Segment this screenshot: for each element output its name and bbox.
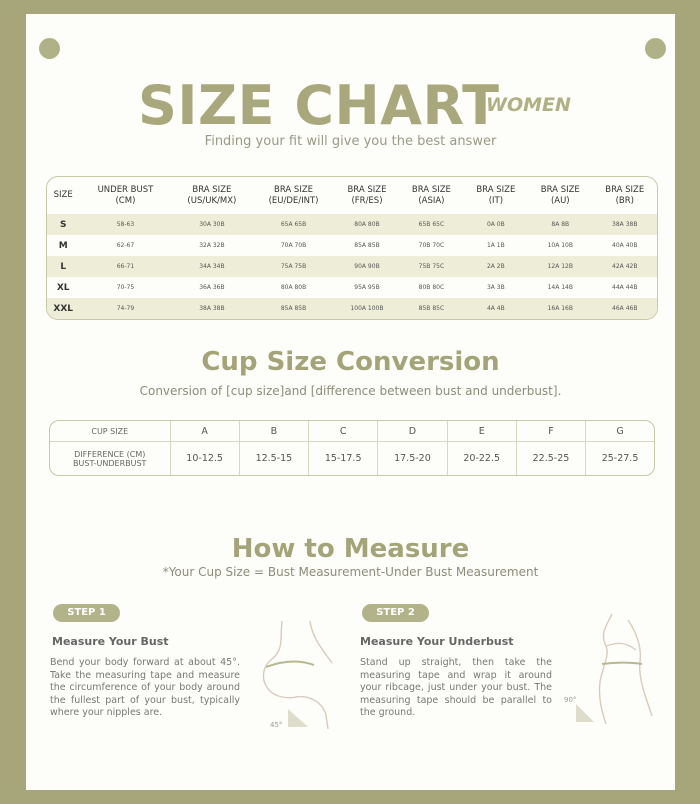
size-value-cell: 3A 3B [486, 284, 505, 291]
cup-value-cell: E [447, 421, 516, 442]
size-table [46, 176, 658, 320]
cup-value-cell: G [586, 421, 654, 442]
size-table-header-cell: BRA SIZE (IT) [476, 184, 516, 206]
size-table-header-cell: SIZE [53, 190, 73, 200]
size-value-cell: 0A 0B [464, 214, 528, 235]
cup-row-label: CUP SIZE [50, 421, 170, 442]
size-value-cell: 80A 80B [335, 214, 399, 235]
size-value-cell: 80A 80B [280, 284, 307, 291]
cup-value-cell: D [378, 421, 447, 442]
step1-text: Bend your body forward at about 45°. Take the measuring tape and measure the circumference of your body around the fullest part of your bust, typically where your nipples are. [50, 657, 240, 718]
size-table-header-cell: BRA SIZE (BR) [605, 184, 645, 206]
size-table-row [47, 298, 657, 319]
size-value-cell: 80B 80C [418, 284, 445, 291]
pin-dot-right [645, 38, 666, 59]
size-table-header-cell: BRA SIZE (EU/DE/INT) [268, 184, 319, 206]
step2-heading: Measure Your Underbust [360, 635, 514, 648]
size-value-cell: 46A 46B [593, 298, 657, 319]
size-chart-card [26, 14, 675, 790]
cup-size-row [50, 421, 654, 442]
cup-value-cell: A [170, 421, 239, 442]
size-label-cell: XXL [47, 298, 79, 319]
size-value-cell: 2A 2B [464, 256, 528, 277]
size-table-row [47, 214, 657, 235]
size-label-cell: L [47, 256, 79, 277]
size-value-cell: 70-75 [116, 284, 135, 291]
size-value-cell: 8A 8B [528, 214, 592, 235]
cup-section-subtitle: Conversion of [cup size]and [difference between bust and underbust]. [139, 384, 562, 398]
cup-table [49, 420, 655, 476]
size-value-cell: 38A 38B [171, 298, 252, 319]
size-value-cell: 85A 85B [252, 298, 334, 319]
size-label-cell: M [58, 240, 68, 251]
size-value-cell: 10A 10B [547, 242, 573, 249]
size-value-cell: 14A 14B [547, 284, 573, 291]
size-table-row [47, 277, 657, 298]
pin-dot-left [39, 38, 60, 59]
step2-angle-label: 90° [564, 696, 577, 704]
size-value-cell: 36A 36B [199, 284, 225, 291]
cup-section-title: Cup Size Conversion [201, 347, 500, 377]
difference-row [50, 442, 654, 475]
size-table-header-cell: BRA SIZE (AU) [540, 184, 580, 206]
size-value-cell: 12A 12B [528, 256, 592, 277]
size-value-cell: 38A 38B [593, 214, 657, 235]
cup-value-cell: F [516, 421, 585, 442]
size-value-cell: 32A 32B [199, 242, 225, 249]
step1-angle-label: 45° [270, 721, 283, 729]
page-title: SIZE CHART [138, 74, 500, 137]
size-value-cell: 65A 65B [252, 214, 334, 235]
size-value-cell: 70A 70B [280, 242, 307, 249]
size-value-cell: 90A 90B [335, 256, 399, 277]
size-table-header-cell: BRA SIZE (ASIA) [411, 184, 451, 206]
cup-value-cell: 17.5-20 [378, 442, 447, 475]
page-subtitle: Finding your fit will give you the best answer [204, 134, 497, 149]
cup-value-cell: 10-12.5 [170, 442, 239, 475]
gender-badge: WOMEN [486, 94, 571, 116]
size-value-cell: 66-71 [79, 256, 171, 277]
size-value-cell: 62-67 [116, 242, 135, 249]
size-value-cell: 58-63 [79, 214, 171, 235]
cup-value-cell: 15-17.5 [309, 442, 378, 475]
size-table-row [47, 256, 657, 277]
cup-value-cell: 12.5-15 [239, 442, 308, 475]
size-table-header-cell: UNDER BUST (CM) [97, 184, 154, 206]
size-value-cell: 85A 85B [354, 242, 380, 249]
step1-heading: Measure Your Bust [52, 635, 169, 648]
cup-value-cell: 25-27.5 [586, 442, 654, 475]
cup-value-cell: B [239, 421, 308, 442]
step1-pill: STEP 1 [53, 604, 120, 622]
size-label-cell: XL [56, 282, 70, 293]
size-value-cell: 85B 85C [399, 298, 463, 319]
size-value-cell: 40A 40B [612, 242, 638, 249]
size-value-cell: 4A 4B [464, 298, 528, 319]
size-table-header [47, 177, 657, 214]
size-value-cell: 34A 34B [171, 256, 252, 277]
size-value-cell: 100A 100B [335, 298, 399, 319]
size-table-row [47, 235, 657, 256]
size-value-cell: 42A 42B [593, 256, 657, 277]
cup-value-cell: 20-22.5 [447, 442, 516, 475]
size-label-cell: S [47, 214, 79, 235]
size-value-cell: 75A 75B [252, 256, 334, 277]
size-table-header-cell: BRA SIZE (FR/ES) [347, 184, 387, 206]
size-value-cell: 75B 75C [399, 256, 463, 277]
measure-section-title: How to Measure [231, 534, 470, 564]
cup-row-label: DIFFERENCE (CM) BUST-UNDERBUST [73, 449, 147, 468]
size-value-cell: 1A 1B [486, 242, 505, 249]
size-value-cell: 95A 95B [354, 284, 380, 291]
size-value-cell: 74-79 [79, 298, 171, 319]
measure-formula: *Your Cup Size = Bust Measurement-Under Bust Measurement [162, 565, 539, 579]
bust-measure-illustration [252, 619, 342, 729]
size-table-header-cell: BRA SIZE (US/UK/MX) [187, 184, 237, 206]
cup-value-cell: C [309, 421, 378, 442]
size-value-cell: 65B 65C [399, 214, 463, 235]
size-value-cell: 70B 70C [418, 242, 445, 249]
underbust-measure-illustration [562, 612, 662, 724]
step2-text: Stand up straight, then take the measuring tape and wrap it around your ribcage, just under your bust. The measuring tape should be parallel to the ground. [360, 657, 552, 718]
cup-value-cell: 22.5-25 [516, 442, 585, 475]
size-value-cell: 16A 16B [528, 298, 592, 319]
step2-pill: STEP 2 [362, 604, 429, 622]
size-value-cell: 30A 30B [171, 214, 252, 235]
size-value-cell: 44A 44B [612, 284, 638, 291]
